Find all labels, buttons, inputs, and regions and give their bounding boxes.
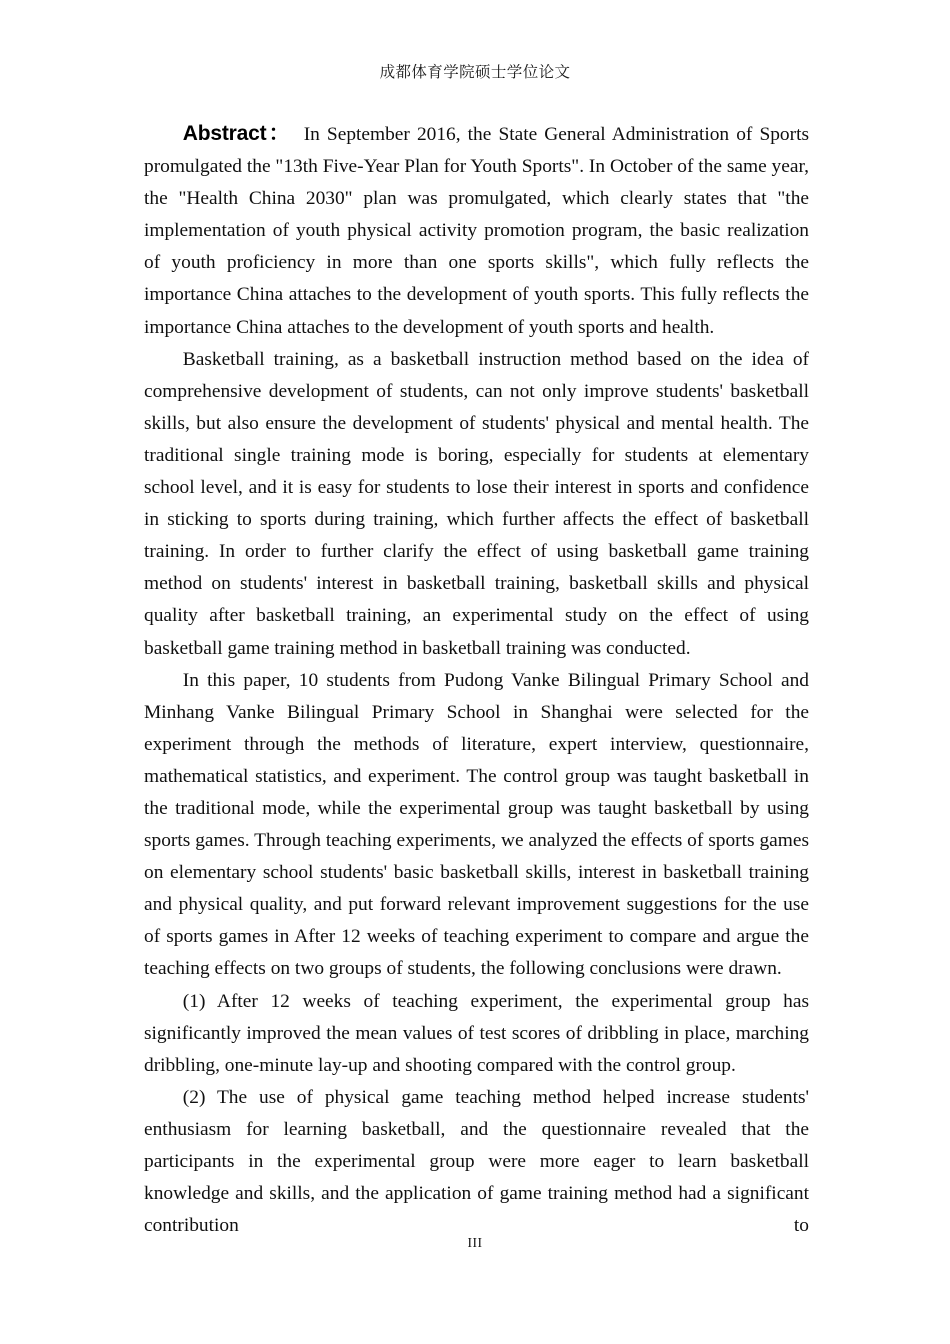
abstract-paragraph-3: In this paper, 10 students from Pudong Vanke Bilingual Primary School and Minhang Vanke Bilingual Primary School in Shanghai were selected for the experiment through the methods of literature, expert interview, questionnaire, mathematical statistics, and experiment. The control group was taught basketball in the traditional mode, while the experimental group was taught basketball by using sports games. Through teaching experiments, we analyzed the effects of sports games on elementary school students' basic basketball skills, interest in basketball training and physical quality, and put forward relevant improvement suggestions for the use of sports games in After 12 weeks of teaching experiment to compare and argue the teaching effects on two groups of students, the following conclusions were drawn.	[144, 669, 809, 980]
abstract-paragraph-1	[144, 118, 809, 344]
abstract-heading-label: Abstract：	[182, 122, 292, 145]
abstract-paragraph-2: Basketball training, as a basketball instruction method based on the idea of comprehensive development of students, can not only improve students' basketball skills, but also ensure the development of students' physical and mental health. The traditional single training mode is boring, especially for students at elementary school level, and it is easy for students to lose their interest in sports and confidence in sticking to sports during training, which further affects the effect of basketball training. In order to further clarify the effect of using basketball game training method on students' interest in basketball training, basketball skills and physical quality after basketball training, an experimental study on the effect of using basketball game training method in basketball training was conducted.	[144, 348, 809, 659]
running-header: 成都体育学院硕士学位论文	[379, 64, 571, 81]
abstract-conclusion-item-1: (1) After 12 weeks of teaching experiment, the experimental group has significantly improved the mean values of test scores of dribbling in place, marching dribbling, one-minute lay-up and shooting compared with the control group.	[144, 990, 809, 1076]
page-number: III	[467, 1235, 483, 1250]
abstract-conclusion-item-2: (2) The use of physical game teaching method helped increase students' enthusiasm for learning basketball, and the questionnaire revealed that the participants in the experimental group were more eager to learn basketball knowledge and skills, and the application of game training method had a significant contribution to	[144, 1086, 809, 1237]
abstract-paragraph-1-text: In September 2016, the State General Administration of Sports promulgated the "13th Five-Year Plan for Youth Sports". In October of the same year, the "Health China 2030" plan was promulgated, which clearly states that "the implementation of youth physical activity promotion program, the basic realization of youth proficiency in more than one sports skills", which fully reflects the importance China attaches to the development of youth sports. This fully reflects the importance China attaches to the development of youth sports and health.	[144, 124, 810, 338]
abstract-body	[144, 118, 809, 1274]
